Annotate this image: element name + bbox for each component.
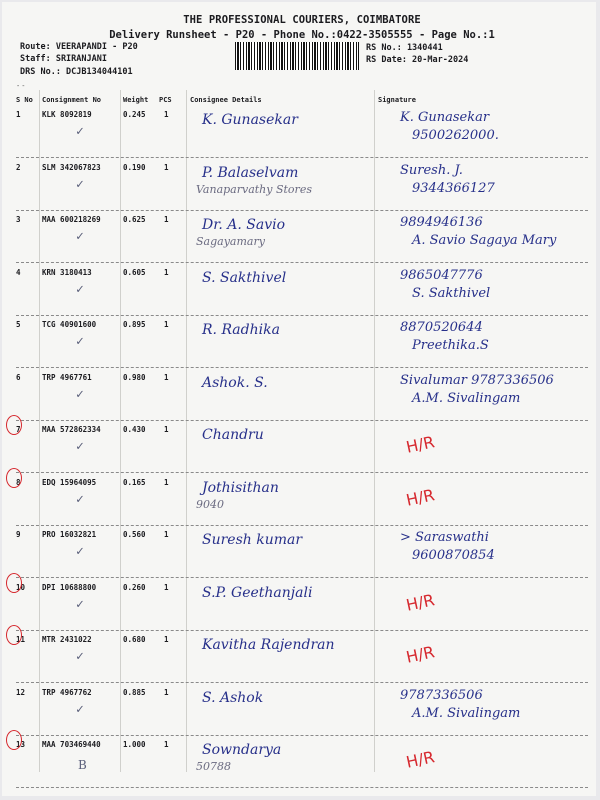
consignee-handwritten: Chandru [202, 427, 264, 443]
table-row [16, 474, 588, 526]
row-weight: 0.980 [123, 372, 146, 382]
row-sno: 4 [16, 267, 21, 277]
row-sno: 3 [16, 215, 21, 224]
consignee-handwritten: Ashok. S. [202, 374, 268, 391]
route-label: Route: VEERAPANDI - P20 [20, 42, 138, 52]
row-consignment: MAA 703469440 [42, 740, 101, 749]
barcode [235, 42, 359, 70]
row-sno: 7 [16, 425, 21, 434]
row-consignment: KLK 8092819 [42, 110, 92, 119]
check-mark-icon: ✓ [76, 596, 84, 612]
row-weight: 0.895 [123, 320, 146, 329]
row-sno: 11 [16, 635, 26, 644]
row-separator [16, 787, 588, 788]
row-weight: 0.680 [123, 635, 146, 644]
row-sno: 9 [16, 530, 21, 539]
row-sno: 2 [16, 162, 21, 172]
row-sno: 5 [16, 320, 21, 329]
red-circle-mark [6, 573, 22, 593]
row-sno: 8 [16, 477, 21, 487]
hr-mark: H/R [404, 642, 437, 667]
row-weight: 0.190 [123, 162, 146, 172]
row-weight: 0.165 [123, 477, 146, 487]
table-row [16, 579, 588, 631]
row-weight: 0.885 [123, 687, 146, 697]
signature-line-2: A.M. Sivalingam [412, 390, 521, 406]
check-mark-icon: ✓ [76, 701, 84, 717]
row-pcs: 1 [164, 582, 169, 592]
check-mark-icon: ✓ [76, 386, 84, 402]
rs-number: RS No.: 1340441 [366, 43, 443, 53]
red-circle-mark [6, 625, 22, 645]
row-pcs: 1 [164, 477, 169, 487]
table-row [16, 106, 588, 158]
consignee-handwritten: Jothisithan [202, 479, 279, 496]
table-row [16, 736, 588, 788]
consignee-note: 50788 [196, 760, 231, 773]
table-row [16, 631, 588, 683]
signature-line-2: A. Savio Sagaya Mary [412, 233, 557, 248]
hr-mark: H/R [404, 484, 437, 510]
check-mark-icon: ✓ [76, 124, 84, 139]
red-circle-mark [6, 415, 22, 435]
row-consignment: KRN 3180413 [42, 267, 92, 277]
consignee-handwritten: S. Ashok [202, 689, 264, 706]
table-row [16, 316, 588, 368]
drs-number: DRS No.: DCJB134044101 [20, 67, 133, 77]
table-row [16, 264, 588, 316]
red-circle-mark [6, 730, 22, 750]
row-pcs: 1 [164, 372, 169, 382]
row-weight: 0.560 [123, 530, 146, 539]
table-row [16, 211, 588, 263]
signature-line-1: > Saraswathi [400, 530, 489, 545]
row-consignment: SLM 342067823 [42, 162, 101, 172]
signature-line-1: Sivalumar 9787336506 [400, 372, 554, 388]
signature-line-1: 9865047776 [400, 267, 483, 283]
signature-line-2: S. Sakthivel [412, 285, 491, 301]
check-mark-icon: ✓ [76, 491, 84, 507]
row-sno: 1 [16, 110, 21, 119]
row-consignment: PRO 16032821 [42, 530, 97, 539]
consignee-handwritten: R. Radhika [202, 322, 280, 338]
row-consignment: EDQ 15964095 [42, 477, 97, 487]
signature-line-1: K. Gunasekar [400, 110, 490, 125]
signature-line-1: 9894946136 [400, 215, 483, 230]
consignee-handwritten: P. Balaselvam [202, 164, 299, 181]
row-pcs: 1 [164, 687, 169, 697]
row-pcs: 1 [164, 740, 169, 749]
row-pcs: 1 [164, 162, 169, 172]
rs-date: RS Date: 20-Mar-2024 [366, 55, 469, 65]
red-circle-mark [6, 468, 22, 488]
row-weight: 1.000 [123, 740, 146, 749]
row-pcs: 1 [164, 320, 169, 329]
row-pcs: 1 [164, 215, 169, 224]
consignee-handwritten: Dr. A. Savio [202, 217, 286, 233]
check-mark-icon: ✓ [76, 544, 84, 559]
table-row [16, 421, 588, 473]
staff-label: Staff: SRIRANJANI [20, 54, 107, 64]
signature-line-2: 9500262000. [412, 128, 499, 143]
row-consignment: TCG 40901600 [42, 320, 97, 329]
table-row [16, 369, 588, 421]
row-pcs: 1 [164, 110, 169, 119]
row-weight: 0.605 [123, 267, 146, 277]
table-row [16, 159, 588, 211]
signature-line-2: 9344366127 [412, 180, 495, 196]
consignee-handwritten: Suresh kumar [202, 532, 303, 548]
consignee-handwritten: S.P. Geethanjali [202, 584, 313, 601]
col-header-sno: S No [16, 96, 33, 104]
col-header-signature: Signature [378, 96, 416, 104]
signature-line-1: Suresh. J. [400, 162, 463, 178]
consignee-note: Sagayamary [196, 235, 265, 248]
hr-mark: H/R [404, 432, 437, 457]
row-pcs: 1 [164, 635, 169, 644]
row-consignment: MAA 572862334 [42, 425, 101, 434]
row-pcs: 1 [164, 267, 169, 277]
row-note: B [78, 758, 87, 772]
hr-mark: H/R [404, 589, 437, 615]
table-row [16, 526, 588, 578]
row-weight: 0.245 [123, 110, 146, 119]
row-pcs: 1 [164, 530, 169, 539]
check-mark-icon: ✓ [76, 439, 84, 454]
check-mark-icon: ✓ [76, 229, 84, 244]
row-weight: 0.625 [123, 215, 146, 224]
check-mark-icon: ✓ [76, 334, 84, 349]
signature-line-2: 9600870854 [412, 548, 495, 563]
runsheet-subtitle: Delivery Runsheet - P20 - Phone No.:0422-3505555 - Page No.:1 [109, 29, 495, 41]
col-header-pcs: PCS [159, 96, 172, 104]
check-mark-icon: ✓ [76, 176, 84, 192]
row-sno: 13 [16, 740, 26, 749]
row-sno: 10 [16, 582, 26, 592]
consignee-handwritten: K. Gunasekar [202, 112, 298, 128]
signature-line-1: 9787336506 [400, 687, 483, 703]
col-header-consignment: Consignment No [42, 96, 102, 104]
header-separator: -- [16, 82, 27, 90]
signature-line-1: 8870520644 [400, 320, 483, 335]
signature-line-2: A.M. Sivalingam [412, 705, 521, 721]
row-sno: 12 [16, 687, 26, 697]
row-pcs: 1 [164, 425, 169, 434]
col-header-weight: Weight [123, 96, 149, 104]
row-consignment: TRP 4967761 [42, 372, 92, 382]
row-consignment: TRP 4967762 [42, 687, 92, 697]
check-mark-icon: ✓ [76, 281, 84, 297]
check-mark-icon: ✓ [76, 649, 84, 664]
consignee-handwritten: Kavitha Rajendran [202, 637, 335, 653]
company-title: THE PROFESSIONAL COURIERS, COIMBATORE [183, 14, 421, 26]
row-weight: 0.430 [123, 425, 146, 434]
consignee-note: 9040 [196, 497, 224, 511]
consignee-note: Vanaparvathy Stores [196, 182, 312, 196]
hr-mark: H/R [404, 747, 437, 772]
row-consignment: MAA 600218269 [42, 215, 101, 224]
consignee-handwritten: S. Sakthivel [202, 269, 287, 286]
table-row [16, 684, 588, 736]
row-sno: 6 [16, 372, 21, 382]
row-consignment: MTR 2431022 [42, 635, 92, 644]
row-consignment: DPI 10688800 [42, 582, 97, 592]
runsheet-page [2, 2, 596, 796]
row-weight: 0.260 [123, 582, 146, 592]
signature-line-2: Preethika.S [412, 338, 489, 353]
col-header-consignee: Consignee Details [190, 96, 262, 104]
consignee-handwritten: Sowndarya [202, 742, 282, 758]
